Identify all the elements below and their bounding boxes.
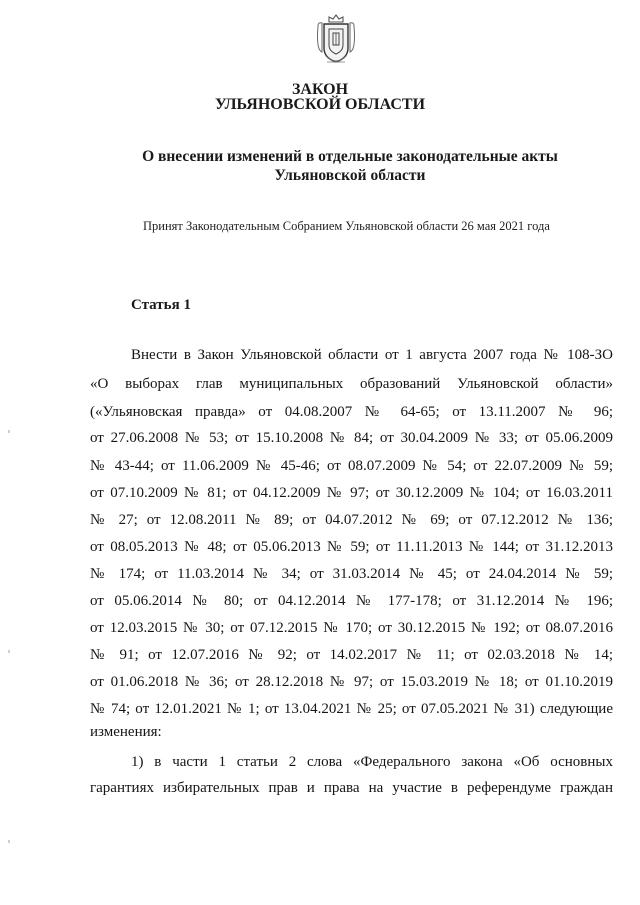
body-line: № 74; от 12.01.2021 № 1; от 13.04.2021 № 25; от 07.05.2021 № 31) следующие xyxy=(90,701,613,717)
article-title: Статья 1 xyxy=(131,297,191,313)
coat-of-arms-icon xyxy=(313,12,359,68)
body-line: 1) в части 1 статьи 2 слова «Федерального закона «Об основных xyxy=(131,754,613,770)
body-line: изменения: xyxy=(90,724,162,740)
law-subject-line-2: Ульяновской области xyxy=(274,167,426,184)
body-line: от 05.06.2014 № 80; от 04.12.2014 № 177-178; от 31.12.2014 № 196; xyxy=(90,593,613,609)
body-line: от 27.06.2008 № 53; от 15.10.2008 № 84; от 30.04.2009 № 33; от 05.06.2009 xyxy=(90,430,613,446)
adoption-note: Принят Законодательным Собранием Ульяновской области 26 мая 2021 года xyxy=(143,219,550,233)
body-line: № 174; от 11.03.2014 № 34; от 31.03.2014 № 45; от 24.04.2014 № 59; xyxy=(90,566,613,582)
body-line: от 01.06.2018 № 36; от 28.12.2018 № 97; от 15.03.2019 № 18; от 01.10.2019 xyxy=(90,674,613,690)
body-line: от 07.10.2009 № 81; от 04.12.2009 № 97; от 30.12.2009 № 104; от 16.03.2011 xyxy=(90,485,613,501)
body-line: от 12.03.2015 № 30; от 07.12.2015 № 170; от 30.12.2015 № 192; от 08.07.2016 xyxy=(90,620,613,636)
law-label: ЗАКОН xyxy=(291,81,349,98)
body-line: № 91; от 12.07.2016 № 92; от 14.02.2017 № 11; от 02.03.2018 № 14; xyxy=(90,647,613,663)
scan-margin-mark xyxy=(8,650,10,653)
body-line: № 43-44; от 11.06.2009 № 45-46; от 08.07.2009 № 54; от 22.07.2009 № 59; xyxy=(90,458,613,474)
scan-margin-mark xyxy=(8,840,10,843)
law-subject-line-1: О внесении изменений в отдельные законодательные акты xyxy=(142,148,558,165)
body-line: («Ульяновская правда» от 04.08.2007 № 64-65; от 13.11.2007 № 96; xyxy=(90,404,613,420)
body-line: № 27; от 12.08.2011 № 89; от 04.07.2012 № 69; от 07.12.2012 № 136; xyxy=(90,512,613,528)
law-region: УЛЬЯНОВСКОЙ ОБЛАСТИ xyxy=(214,96,426,113)
body-line: Внести в Закон Ульяновской области от 1 августа 2007 года № 108-ЗО xyxy=(131,347,613,363)
scan-margin-mark xyxy=(8,430,10,433)
body-line: «О выборах глав муниципальных образований Ульяновской области» xyxy=(90,376,613,392)
body-line: гарантиях избирательных прав и права на участие в референдуме граждан xyxy=(90,780,613,796)
body-line: от 08.05.2013 № 48; от 05.06.2013 № 59; от 11.11.2013 № 144; от 31.12.2013 xyxy=(90,539,613,555)
